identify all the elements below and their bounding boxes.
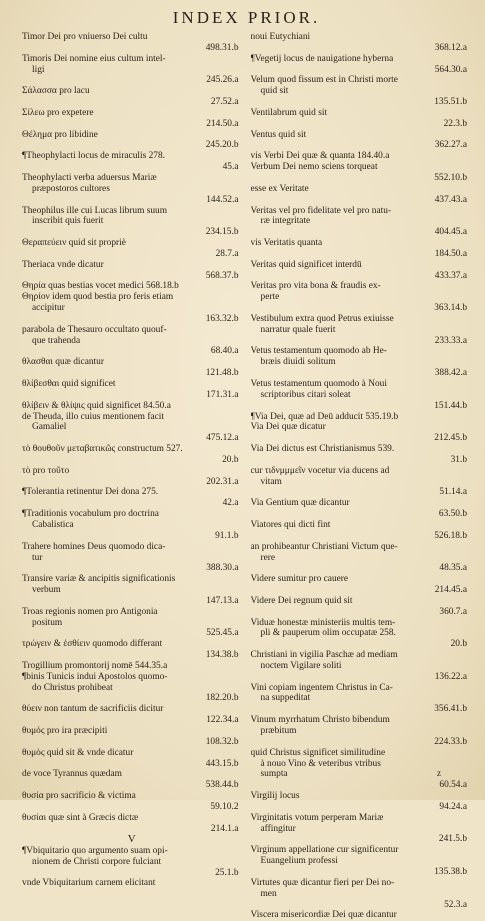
entry-headword-line: Troas regionis nomen pro Antigonia	[22, 606, 158, 617]
index-entry	[251, 878, 472, 911]
entry-reference: 28.7.a	[215, 248, 239, 259]
index-entry	[22, 292, 243, 325]
entry-headword-line: θλασθαι quæ dicantur	[22, 357, 104, 368]
entry-headword-line: an prohibeantur Christiani Victum que-	[250, 541, 398, 552]
index-entry	[22, 173, 243, 206]
entry-headword-line: cur τιδνμμμεῖν vocetur via ducens ad	[250, 465, 390, 476]
entry-reference: 568.37.b	[205, 270, 239, 281]
entry-headword-line: Viduæ honestæ ministeriis multis tem-	[250, 617, 396, 628]
index-entry	[251, 184, 472, 206]
index-entry	[22, 639, 243, 661]
entry-reference: 163.32.b	[205, 313, 239, 324]
index-entry	[22, 281, 243, 292]
index-columns	[22, 32, 471, 921]
index-entry	[22, 748, 243, 770]
section-letter: V	[127, 833, 137, 846]
entry-reference: 245.20.b	[205, 140, 239, 151]
index-entry	[22, 32, 243, 54]
entry-reference: 136.22.a	[434, 671, 467, 682]
entry-reference: 25.1.b	[215, 867, 239, 878]
entry-headword-line: noui Eutychiani	[250, 32, 311, 42]
entry-headword-line: Trogillium promontorij nomē 544.35.a	[22, 660, 168, 671]
entry-headword-line: θυσία pro sacrificio & victima	[22, 791, 136, 802]
entry-headword-line: de voce Tyrannus quædam	[22, 769, 122, 780]
entry-reference: 214.50.a	[206, 118, 239, 129]
index-entry	[251, 412, 472, 423]
entry-headword-line: parabola de Thesauro occultato quouf-	[22, 324, 167, 335]
entry-reference: 42.a	[222, 498, 239, 509]
signature-mark: z	[437, 768, 441, 778]
entry-headword-line: θυμός pro ira præcipiti	[22, 726, 108, 736]
entry-headword-line: Vetus testamentum quomodo à Noui	[250, 379, 387, 389]
entry-continuation: positum	[32, 617, 63, 628]
entry-headword-line: Verbum Dei nemo sciens torqueat	[250, 162, 378, 173]
entry-headword-line: Theophylacti verba aduersus Mariæ	[22, 172, 157, 183]
entry-headword-line: θλίβειν & θλίψις quid significet 84.50.a	[22, 400, 171, 411]
entry-continuation: inscribit quis fuerit	[32, 216, 104, 227]
entry-continuation: Gamaliel	[32, 422, 67, 433]
entry-headword-line: Via Gentium quæ dicantur	[250, 498, 350, 509]
entry-headword-line: Virtutes quæ dicantur fieri per Dei no-	[250, 877, 395, 888]
entry-reference: 121.48.b	[205, 368, 239, 379]
entry-headword-line: Theophilus ille cui Lucas librum suum	[22, 205, 168, 216]
entry-headword-line: Θεραπεύειν quid sit propriè	[22, 238, 126, 249]
index-entry	[251, 683, 472, 716]
entry-reference: 224.33.b	[434, 736, 467, 747]
entry-continuation: sumpta	[260, 769, 288, 780]
left-column	[22, 32, 243, 921]
index-entry	[251, 108, 472, 130]
entry-continuation: narratur quale fuerit	[260, 324, 336, 335]
index-entry	[22, 357, 243, 379]
entry-reference: 437.43.a	[434, 194, 467, 205]
entry-reference: 59.10.2	[210, 801, 239, 812]
entry-reference: 356.41.b	[434, 704, 467, 715]
index-entry	[22, 542, 243, 575]
entry-headword-line: Christiani in vigilia Paschæ ad mediam	[250, 650, 398, 661]
index-entry	[251, 650, 472, 683]
index-entry	[22, 444, 243, 466]
entry-headword-line: Veritas pro vita bona & fraudis ex-	[250, 281, 381, 292]
entry-headword-line: Vinum myrrhatum Christo bibendum	[250, 715, 390, 726]
entry-headword-line: Videre Dei regnum quid sit	[250, 595, 353, 606]
entry-headword-line: vis Verbi Dei quæ & quanta 184.40.a	[250, 151, 390, 162]
index-entry	[22, 54, 243, 87]
entry-headword-line: de Theuda, illo cuius mentionem facit	[22, 411, 164, 422]
entry-headword-line: Trahere homines Deus quomodo dica-	[22, 541, 166, 552]
index-entry	[251, 260, 472, 282]
index-entry	[251, 238, 472, 260]
entry-headword-line: ¶Vegetij locus de nauigatione hyberna	[250, 53, 394, 64]
index-entry	[22, 260, 243, 282]
entry-headword-line: Vini copiam ingentem Christus in Ca-	[250, 682, 393, 693]
index-entry	[251, 791, 472, 813]
entry-headword-line: Vestibulum extra quod Petrus exiuisse	[250, 313, 394, 324]
entry-headword-line: τὸ θουθοῦν μεταβατικῶς constructum 527.	[22, 444, 183, 455]
entry-reference: 538.44.b	[205, 780, 239, 791]
index-entry	[22, 108, 243, 130]
entry-reference: 51.14.a	[439, 487, 467, 498]
index-entry	[22, 607, 243, 640]
index-entry	[22, 509, 243, 542]
index-entry	[251, 520, 472, 542]
entry-reference: 22.3.b	[443, 118, 467, 129]
entry-reference: 134.38.b	[205, 650, 239, 661]
entry-reference: 144.52.a	[206, 194, 239, 205]
entry-headword-line: Timoris Dei nomine eius cultum intel-	[22, 53, 166, 64]
entry-headword-line: τρώγειν & ἐσθίειν quomodo differant	[22, 639, 163, 650]
index-entry	[22, 791, 243, 813]
index-entry	[22, 151, 243, 173]
index-entry	[251, 314, 472, 347]
entry-reference: 27.52.a	[210, 97, 239, 108]
index-entry	[251, 422, 472, 444]
entry-reference: 94.24.a	[439, 801, 467, 812]
entry-reference: 135.51.b	[434, 97, 467, 108]
entry-continuation: ligi	[32, 64, 45, 75]
entry-reference: 233.33.a	[434, 335, 467, 346]
entry-reference: 475.12.a	[206, 433, 239, 444]
entry-headword-line: Transire variæ & ancipitis significationis	[22, 574, 176, 585]
entry-headword-line: Θέλημα pro libidine	[22, 129, 98, 140]
entry-reference: 135.38.b	[434, 866, 467, 877]
entry-headword-line: Ventilabrum quid sit	[250, 107, 328, 118]
entry-reference: 60.54.a	[439, 780, 467, 791]
entry-continuation: nionem de Christi corpore fulciant	[32, 856, 162, 867]
entry-reference: 45.a	[222, 162, 239, 173]
entry-continuation: affingitur	[260, 823, 296, 834]
index-entry	[251, 281, 472, 314]
entry-continuation: pli & pauperum olim occupatæ 258.	[260, 628, 396, 639]
entry-reference: 122.34.a	[206, 715, 239, 726]
entry-reference: 552.10.b	[434, 172, 467, 183]
index-entry	[251, 910, 472, 921]
entry-headword-line: esse ex Veritate	[250, 183, 309, 194]
entry-headword-line: Theriaca vnde dicatur	[22, 259, 104, 270]
index-entry	[22, 726, 243, 748]
index-entry	[251, 498, 472, 520]
entry-continuation: bræis diuidi solitum	[260, 357, 336, 368]
entry-reference: 241.5.b	[438, 834, 467, 845]
entry-headword-line: Veritas quid significet interdū	[250, 259, 362, 270]
index-entry	[251, 54, 472, 76]
entry-headword-line: θύειν non tantum de sacrificiis dicitur	[22, 704, 164, 715]
entry-reference: 48.35.a	[439, 563, 467, 574]
index-entry	[22, 704, 243, 726]
index-entry	[251, 346, 472, 379]
entry-continuation: præbitum	[260, 726, 297, 736]
entry-continuation: verbum	[32, 585, 61, 596]
entry-continuation: vitam	[260, 476, 282, 487]
entry-headword-line: Velum quod fissum est in Christi morte	[250, 75, 398, 86]
entry-headword-line: ¶Via Dei, quæ ad Deū adducit 535.19.b	[250, 411, 399, 422]
entry-reference: 368.12.a	[434, 42, 467, 53]
entry-continuation: do Christus prohibeat	[32, 682, 113, 693]
entry-continuation: præpostoros cultores	[32, 183, 110, 194]
index-entry	[22, 878, 243, 889]
entry-continuation: ræ integritate	[260, 216, 311, 227]
entry-headword-line: Σίλεω pro expetere	[22, 107, 94, 118]
entry-reference: 388.30.a	[206, 563, 239, 574]
page-header: INDEX PRIOR.	[172, 8, 321, 27]
index-entry	[251, 32, 472, 54]
index-entry	[251, 379, 472, 412]
index-entry	[22, 412, 243, 445]
index-entry	[22, 130, 243, 152]
entry-headword-line: Timor Dei pro vniuerso Dei cultu	[22, 32, 148, 42]
entry-headword-line: Via Dei quæ dicatur	[250, 422, 326, 433]
entry-reference: 564.30.a	[434, 64, 467, 75]
entry-headword-line: Ventus quid sit	[250, 129, 307, 140]
entry-reference: 202.31.a	[206, 476, 239, 487]
entry-headword-line: θυσίαι quæ sint à Græcis dictæ	[22, 812, 139, 823]
entry-headword-line: Videre sumitur pro cauere	[250, 574, 349, 585]
entry-headword-line: Via Dei dictus est Christianismus 539.	[250, 444, 395, 455]
entry-continuation: men	[260, 888, 277, 899]
entry-reference: 68.40.a	[210, 346, 239, 357]
index-entry	[251, 618, 472, 651]
entry-reference: 184.50.a	[434, 248, 467, 259]
entry-continuation: na suppeditat	[260, 693, 311, 704]
entry-reference: 31.b	[450, 454, 467, 465]
entry-reference: 404.45.a	[434, 227, 467, 238]
entry-continuation: accipitur	[32, 303, 65, 314]
entry-headword-line: Θηρία quas bestias vocet medici 568.18.b	[22, 281, 179, 292]
index-entry	[251, 715, 472, 748]
index-entry	[22, 661, 243, 672]
entry-reference: 360.7.a	[439, 606, 467, 617]
entry-headword-line: Σάλασσα pro lacu	[22, 86, 90, 97]
index-entry	[251, 130, 472, 152]
entry-reference: 182.20.b	[205, 693, 239, 704]
entry-headword-line: θλίβεσθαι quid significet	[22, 379, 116, 389]
entry-headword-line: Virginitatis votum perperam Mariæ	[250, 812, 384, 823]
entry-reference: 443.15.b	[205, 758, 239, 769]
entry-continuation: noctem Vigilare soliti	[260, 660, 342, 671]
entry-reference: 91.1.b	[215, 530, 239, 541]
index-entry	[251, 813, 472, 846]
entry-continuation: que trahenda	[32, 335, 81, 346]
entry-reference: 214.1.a	[210, 823, 239, 834]
index-entry	[22, 487, 243, 509]
index-entry	[251, 542, 472, 575]
entry-reference: 108.32.b	[205, 736, 239, 747]
index-entry	[22, 769, 243, 791]
entry-continuation: à nouo Vino & veteribus vtribus	[260, 758, 381, 769]
entry-headword-line: Vetus testamentum quomodo ab He-	[250, 346, 387, 357]
entry-reference: 362.27.a	[434, 140, 467, 151]
entry-continuation: rere	[260, 552, 276, 563]
index-entry	[251, 206, 472, 239]
index-entry	[251, 845, 472, 878]
entry-reference: 498.31.b	[205, 42, 239, 53]
entry-reference: 245.26.a	[206, 75, 239, 86]
entry-headword-line: vnde Vbiquitarium carnem elicitant	[22, 878, 156, 889]
entry-reference: 214.45.a	[434, 585, 467, 596]
entry-reference: 433.37.a	[434, 270, 467, 281]
entry-reference: 234.15.b	[205, 227, 239, 238]
index-entry	[251, 444, 472, 466]
entry-continuation: tur	[32, 552, 43, 563]
entry-reference: 363.14.b	[434, 303, 467, 314]
index-entry	[22, 846, 243, 879]
entry-headword-line: vis Veritatis quanta	[250, 238, 323, 249]
entry-reference: 52.3.a	[444, 899, 467, 910]
index-entry	[251, 574, 472, 596]
entry-headword-line: Virginum appellatione cur significentur	[250, 845, 399, 856]
entry-continuation: perte	[260, 292, 280, 303]
index-entry	[22, 672, 243, 705]
index-entry	[22, 574, 243, 607]
entry-headword-line: Virgilij locus	[250, 791, 300, 802]
entry-reference: 212.45.b	[434, 433, 467, 444]
index-entry	[22, 86, 243, 108]
entry-headword-line: Θηρίον idem quod bestia pro feris etiam	[22, 292, 174, 303]
right-column	[251, 32, 472, 921]
entry-headword-line: ¶Theophylacti locus de miraculis 278.	[22, 151, 166, 162]
entry-reference: 171.31.a	[206, 389, 239, 400]
entry-reference: 20.b	[222, 454, 239, 465]
entry-headword-line: ¶Traditionis vocabulum pro doctrina	[22, 509, 159, 520]
entry-headword-line: Veritas vel pro fidelitate vel pro natu-	[250, 205, 392, 216]
entry-headword-line: ¶Tolerantia retinentur Dei dona 275.	[22, 487, 159, 498]
entry-reference: 151.44.b	[434, 400, 467, 411]
entry-reference: 526.18.b	[434, 530, 467, 541]
entry-continuation: quid sit	[260, 86, 289, 97]
entry-headword-line: Viatores qui dicti fint	[250, 519, 331, 530]
entry-continuation: Euangelium professi	[260, 856, 338, 867]
entry-reference: 63.50.b	[438, 509, 467, 520]
index-entry	[251, 151, 472, 162]
index-entry	[22, 813, 243, 835]
index-entry	[251, 596, 472, 618]
index-entry	[22, 466, 243, 488]
entry-continuation: scriptoribus citari soleat	[260, 389, 351, 400]
entry-reference: 388.42.a	[434, 368, 467, 379]
entry-reference: 147.13.a	[206, 595, 239, 606]
entry-headword-line: quid Christus significet similitudine	[250, 747, 386, 758]
entry-headword-line: ¶Vbiquitario quo argumento suam opi-	[22, 845, 168, 856]
entry-continuation: Cabalistica	[32, 519, 74, 530]
entry-reference: 20.b	[450, 639, 467, 650]
index-entry	[22, 401, 243, 412]
entry-headword-line: ¶binis Tunicis indui Apostolos quomo-	[22, 671, 168, 682]
index-entry	[22, 379, 243, 401]
index-entry	[22, 325, 243, 358]
index-entry	[251, 75, 472, 108]
entry-headword-line: τὸ pro τοῦτο	[22, 465, 70, 476]
entry-reference: 525.45.a	[206, 628, 239, 639]
index-entry	[22, 238, 243, 260]
entry-headword-line: Viscera misericordiæ Dei quæ dicantur	[250, 910, 397, 921]
index-entry	[22, 206, 243, 239]
entry-headword-line: θυμὸς quid sit & vnde dicatur	[22, 747, 134, 758]
index-entry	[251, 162, 472, 184]
index-entry	[251, 466, 472, 499]
